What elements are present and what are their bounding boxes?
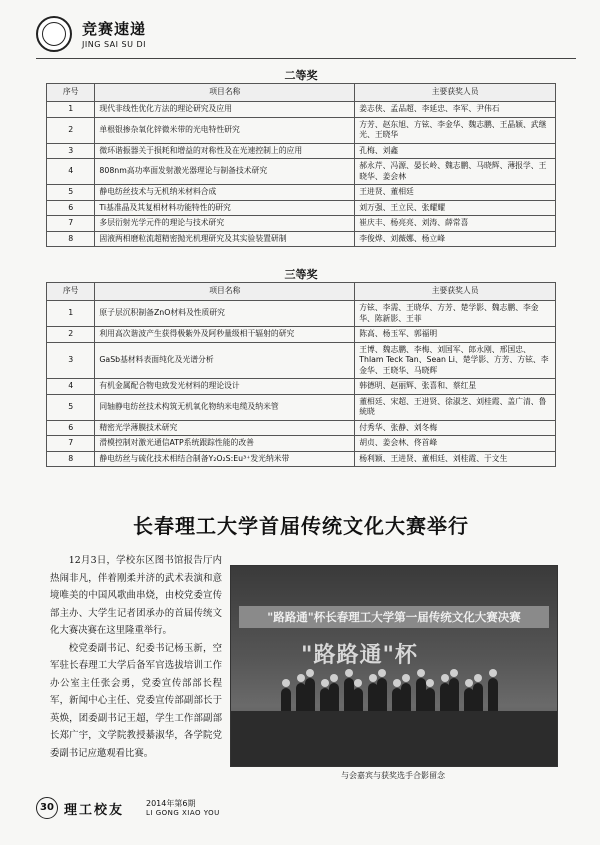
table-row	[47, 200, 556, 216]
award-winners: 崔庆丰、杨亮亮、刘涛、薛常喜	[355, 216, 556, 232]
column-header: 项目名称	[95, 84, 355, 102]
photo-person-head	[417, 669, 425, 677]
award-winners: 胡贞、姜会林、佟首峰	[355, 436, 556, 452]
event-photo	[230, 565, 558, 767]
third-prize-title: 三等奖	[284, 268, 318, 281]
magazine-name: 理工校友	[64, 803, 125, 818]
project-name: 固液两相磨粒流超精密抛光机理研究及其实验装置研制	[95, 231, 355, 247]
row-number: 6	[47, 420, 95, 436]
row-number: 5	[47, 394, 95, 420]
project-name: 现代非线性优化方法的理论研究及应用	[95, 102, 355, 118]
photo-person-head	[426, 679, 434, 687]
row-number: 3	[47, 143, 95, 159]
project-name: Ti基准晶及其复相材料功能特性的研究	[95, 200, 355, 216]
project-name: 单根银掺杂氧化锌微米带的光电特性研究	[95, 117, 355, 143]
photo-person-head	[321, 679, 329, 687]
column-header: 序号	[47, 84, 95, 102]
photo-person-head	[354, 679, 362, 687]
row-number: 1	[47, 301, 95, 327]
award-winners: 方铉、李需、王晓华、方芳、楚学影、魏志鹏、李金华、陈新影、王菲	[355, 301, 556, 327]
award-winners: 姜志侠、孟品超、李延忠、李军、尹伟石	[355, 102, 556, 118]
page-footer	[36, 795, 576, 825]
page-number: 30	[36, 797, 58, 819]
project-name: 静电纺丝技术与无机纳米材料合成	[95, 185, 355, 201]
row-number: 6	[47, 200, 95, 216]
photo-backdrop-text: "路路通"杯	[301, 643, 418, 668]
award-winners: 韩德明、赵丽辉、张喜和、蔡红星	[355, 379, 556, 395]
row-number: 1	[47, 102, 95, 118]
university-logo	[36, 16, 72, 52]
table-row	[47, 436, 556, 452]
column-header: 项目名称	[95, 283, 355, 301]
project-name: 利用高次谐波产生获得极紫外及阿秒量级相干辐射的研究	[95, 327, 355, 343]
row-number: 8	[47, 231, 95, 247]
photo-person-head	[378, 669, 386, 677]
project-name: 有机金属配合物电致发光材料的理论设计	[95, 379, 355, 395]
row-number: 3	[47, 342, 95, 379]
row-number: 8	[47, 451, 95, 467]
photo-person-head	[402, 674, 410, 682]
photo-person-head	[369, 674, 377, 682]
section-pinyin: JING SAI SU DI	[82, 40, 147, 49]
project-name: 精密光学薄膜技术研究	[95, 420, 355, 436]
photo-person-head	[330, 674, 338, 682]
row-number: 4	[47, 159, 95, 185]
photo-person-head	[297, 674, 305, 682]
table-row	[47, 394, 556, 420]
table-row	[47, 379, 556, 395]
photo-banner-text: "路路通"杯长春理工大学第一届传统文化大赛决赛	[239, 606, 549, 628]
table-row	[47, 451, 556, 467]
photo-person-head	[450, 669, 458, 677]
second-prize-table	[46, 83, 556, 247]
award-winners: 杨利颖、王进贤、董相廷、刘桂霞、于文生	[355, 451, 556, 467]
row-number: 2	[47, 327, 95, 343]
project-name: 静电纺丝与硫化技术相结合制备Y₂O₂S:Eu³⁺发光纳米带	[95, 451, 355, 467]
table-row	[47, 342, 556, 379]
project-name: 原子层沉积制备ZnO材料及性质研究	[95, 301, 355, 327]
photo-person-head	[465, 679, 473, 687]
photo-person-head	[345, 669, 353, 677]
third-prize-table	[46, 282, 556, 467]
photo-person-head	[441, 674, 449, 682]
project-name: 滑模控制对激光通信ATP系统跟踪性能的改善	[95, 436, 355, 452]
column-header: 主要获奖人员	[355, 84, 556, 102]
project-name: GaSb基材料表面纯化及光谱分析	[95, 342, 355, 379]
table-row	[47, 301, 556, 327]
table-row	[47, 327, 556, 343]
row-number: 2	[47, 117, 95, 143]
table-row	[47, 117, 556, 143]
row-number: 7	[47, 216, 95, 232]
award-winners: 陈高、杨玉军、郭福明	[355, 327, 556, 343]
award-winners: 孔梅、刘鑫	[355, 143, 556, 159]
photo-caption: 与会嘉宾与获奖选手合影留念	[341, 771, 445, 780]
award-winners: 王博、魏志鹏、李梅、刘国军、郎永刚、邢国忠、Thlam Teck Tan、Sean Li、楚学影、方芳、方铉、李金华、王晓华、马晓辉	[355, 342, 556, 379]
photo-person-head	[393, 679, 401, 687]
table-row	[47, 102, 556, 118]
award-winners: 李俊烨、刘薇娜、杨立峰	[355, 231, 556, 247]
table-row	[47, 420, 556, 436]
second-prize-title: 二等奖	[284, 69, 318, 82]
table-row	[47, 143, 556, 159]
section-title: 竞赛速递	[82, 20, 147, 38]
award-winners: 方芳、赵东旭、方铉、李金华、魏志鹏、王晶颖、武继光、王晓华	[355, 117, 556, 143]
issue-label: 2014年第6期	[146, 799, 196, 808]
row-number: 4	[47, 379, 95, 395]
award-winners: 郝永芹、冯源、晏长岭、魏志鹏、马晓辉、薄报学、王晓华、姜会林	[355, 159, 556, 185]
photo-person-head	[489, 669, 497, 677]
table-row	[47, 185, 556, 201]
project-name: 同轴静电纺丝技术构筑无机氧化物纳米电缆及纳米管	[95, 394, 355, 420]
article-paragraph: 12月3日，学校东区图书馆报告厅内热闹非凡，伴着刚柔并济的武术表演和意境唯美的中国风歌曲串烧，由校党委宣传部主办、大学生记者团承办的首届传统文化大赛决赛在这里隆重举行。	[50, 555, 222, 636]
project-name: 微环谐振器关于损耗和增益的对称性及在光速控制上的应用	[95, 143, 355, 159]
article-paragraph: 校党委副书记、纪委书记杨玉新，空军驻长春理工大学后备军官选拔培训工作办公室主任张会勇，党委宣传部部长程军，新闻中心主任、党委宣传部副部长于英焕，团委副书记王超，学生工作部副部长郑广宇，文学院教授綦淑华，各学院党委副书记应邀观看比赛。	[50, 642, 222, 759]
award-winners: 董相廷、宋超、王进贤、徐淑芝、刘桂霞、盖广清、鲁統晓	[355, 394, 556, 420]
column-header: 序号	[47, 283, 95, 301]
magazine-pinyin: LI GONG XIAO YOU	[146, 809, 220, 817]
article-title: 长春理工大学首届传统文化大赛举行	[133, 514, 469, 538]
project-name: 多层衍射光学元件的理论与技术研究	[95, 216, 355, 232]
header-divider	[36, 58, 576, 59]
award-winners: 王进贤、董相廷	[355, 185, 556, 201]
photo-person-head	[282, 679, 290, 687]
table-row	[47, 231, 556, 247]
article-body	[50, 552, 222, 762]
table-row	[47, 216, 556, 232]
award-winners: 刘万强、王立民、张耀耀	[355, 200, 556, 216]
page-header	[36, 12, 576, 60]
table-row	[47, 159, 556, 185]
award-winners: 付秀华、张静、刘冬梅	[355, 420, 556, 436]
photo-person-head	[474, 674, 482, 682]
row-number: 5	[47, 185, 95, 201]
photo-person-head	[306, 669, 314, 677]
column-header: 主要获奖人员	[355, 283, 556, 301]
row-number: 7	[47, 436, 95, 452]
project-name: 808nm高功率面发射激光器理论与制备技术研究	[95, 159, 355, 185]
photo-stage	[231, 711, 557, 766]
